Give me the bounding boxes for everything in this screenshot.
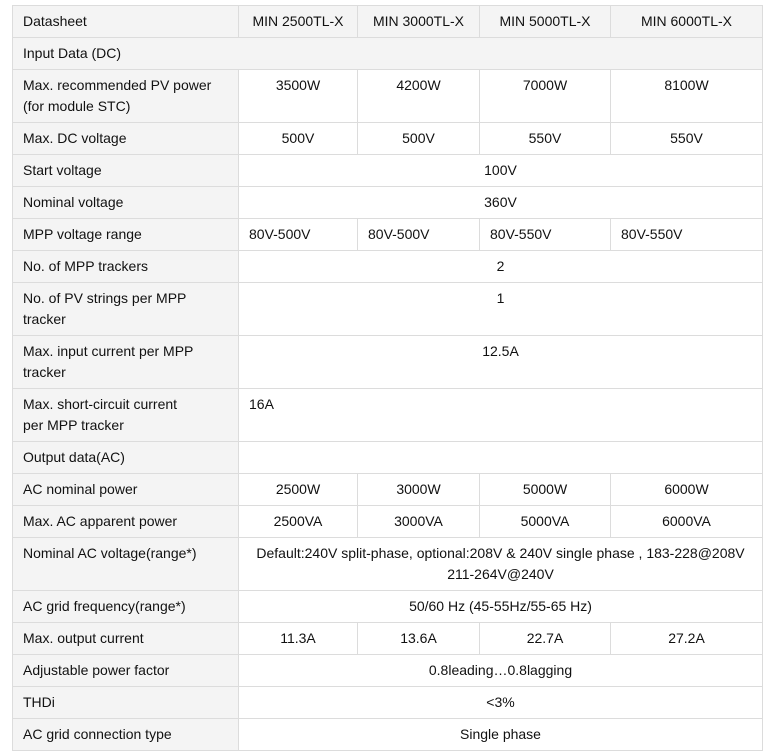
table-row [13,538,763,591]
cell-value: 6000W [611,474,763,506]
cell-value: 50/60 Hz (45-55Hz/55-65 Hz) [239,591,763,623]
cell-value: 22.7A [480,623,611,655]
row-label: AC grid connection type [13,719,239,751]
cell-value: 1 [239,283,763,336]
model-header: MIN 6000TL-X [611,6,763,38]
table-row [13,655,763,687]
row-label-line: tracker [23,311,66,327]
table-row [13,719,763,751]
cell-value: 2 [239,251,763,283]
table-row [13,251,763,283]
model-header: MIN 3000TL-X [358,6,480,38]
table-row [13,219,763,251]
row-label: Nominal voltage [13,187,239,219]
cell-value: 80V-550V [480,219,611,251]
cell-value: 6000VA [611,506,763,538]
section-title: Input Data (DC) [13,38,763,70]
row-label: THDi [13,687,239,719]
table-row [13,623,763,655]
row-label [13,336,239,389]
cell-value: 27.2A [611,623,763,655]
cell-value: 5000VA [480,506,611,538]
cell-value: 500V [239,123,358,155]
cell-value: 12.5A [239,336,763,389]
row-label: Max. DC voltage [13,123,239,155]
table-row [13,687,763,719]
table-row [13,389,763,442]
row-label: Max. output current [13,623,239,655]
cell-value: <3% [239,687,763,719]
cell-value: 550V [480,123,611,155]
row-label: No. of MPP trackers [13,251,239,283]
cell-value: 7000W [480,70,611,123]
cell-value: 3500W [239,70,358,123]
cell-value: 11.3A [239,623,358,655]
row-label-line: (for module STC) [23,98,131,114]
row-label: AC nominal power [13,474,239,506]
row-label: AC grid frequency(range*) [13,591,239,623]
cell-value: 2500W [239,474,358,506]
header-row [13,6,763,38]
row-label-line: tracker [23,364,66,380]
header-label: Datasheet [13,6,239,38]
row-label: Max. AC apparent power [13,506,239,538]
cell-value: 0.8leading…0.8lagging [239,655,763,687]
cell-value: 360V [239,187,763,219]
cell-value: 13.6A [358,623,480,655]
row-label [13,283,239,336]
cell-value: 3000VA [358,506,480,538]
cell-value: 550V [611,123,763,155]
row-label: Start voltage [13,155,239,187]
cell-value [239,538,763,591]
cell-value: 16A [239,389,763,442]
cell-value: 500V [358,123,480,155]
datasheet-page [12,5,762,751]
section-row-input [13,38,763,70]
row-label-line: No. of PV strings per MPP [23,290,187,306]
cell-value: Single phase [239,719,763,751]
cell-value: 80V-500V [239,219,358,251]
row-label-line: Max. short-circuit current [23,396,178,412]
cell-value: 80V-550V [611,219,763,251]
row-label: Adjustable power factor [13,655,239,687]
cell-value: 5000W [480,474,611,506]
cell-value: 2500VA [239,506,358,538]
table-row [13,123,763,155]
model-header: MIN 5000TL-X [480,6,611,38]
section-row-output [13,442,763,474]
cell-value: 100V [239,155,763,187]
table-row [13,283,763,336]
row-label: Nominal AC voltage(range*) [13,538,239,591]
cell-value: 80V-500V [358,219,480,251]
section-title: Output data(AC) [13,442,239,474]
table-row [13,187,763,219]
table-row [13,70,763,123]
empty-cell [239,442,763,474]
row-label [13,70,239,123]
cell-value-line: 211-264V@240V [447,566,554,582]
cell-value: 3000W [358,474,480,506]
row-label-line: Max. recommended PV power [23,77,212,93]
table-row [13,506,763,538]
table-row [13,474,763,506]
model-header: MIN 2500TL-X [239,6,358,38]
table-row [13,155,763,187]
row-label: MPP voltage range [13,219,239,251]
cell-value: 8100W [611,70,763,123]
table-row [13,336,763,389]
row-label-line: Max. input current per MPP [23,343,194,359]
table-row [13,591,763,623]
row-label [13,389,239,442]
cell-value: 4200W [358,70,480,123]
row-label-line: per MPP tracker [23,417,124,433]
cell-value-line: Default:240V split-phase, optional:208V & 240V single phase , 183-228@208V [256,545,745,561]
datasheet-table [12,5,763,751]
